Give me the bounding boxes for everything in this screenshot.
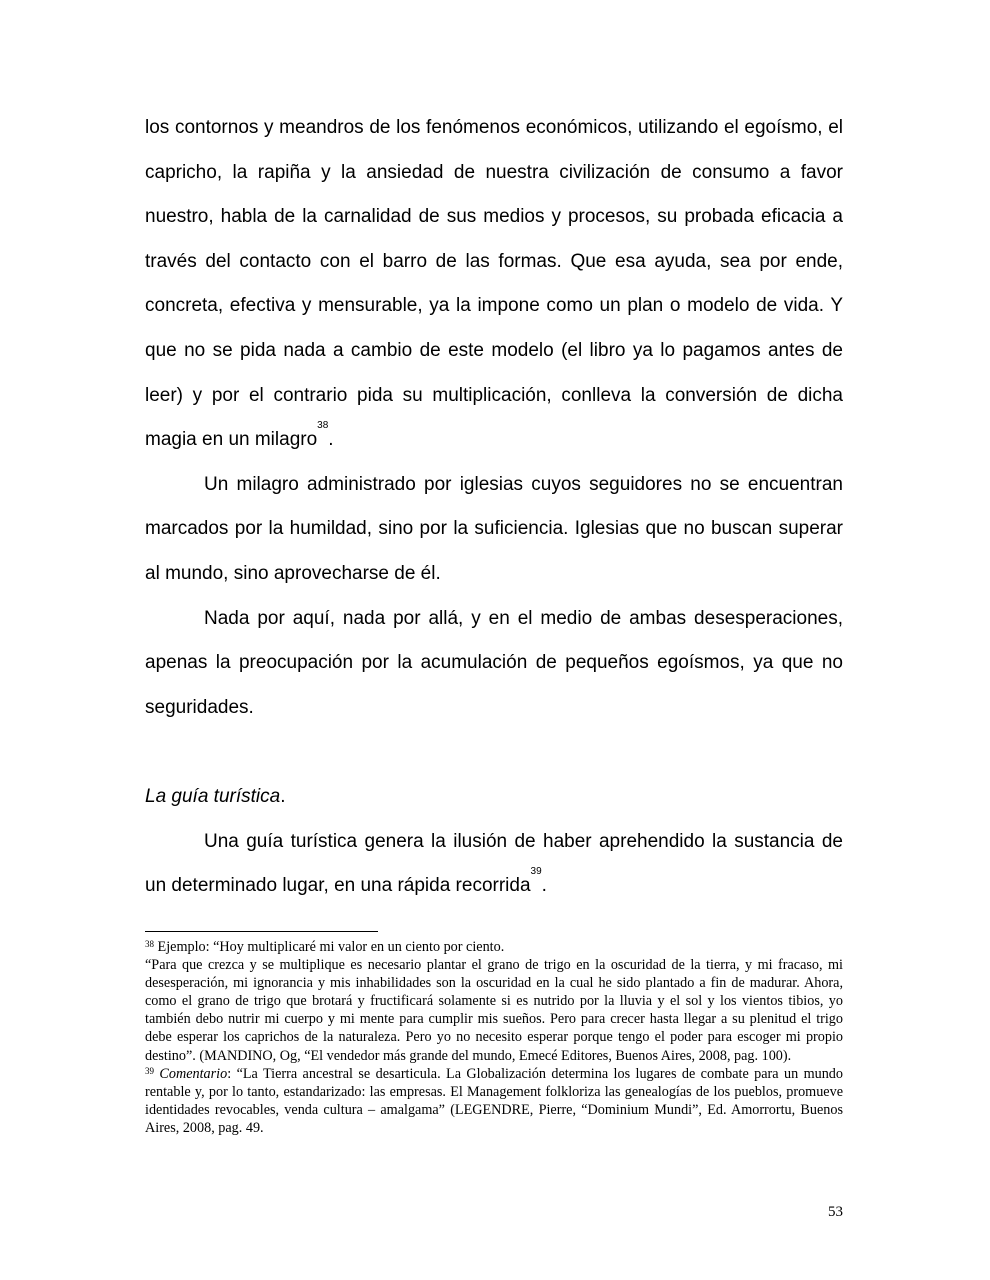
paragraph-2: Un milagro administrado por iglesias cuyos seguidores no se encuentran marcados por la humildad, sino por la suficiencia. Iglesias que no buscan superar al mundo, sino aprovecharse de él. — [145, 473, 843, 584]
page-number: 53 — [828, 1204, 843, 1220]
footnote-38-intro: Ejemplo: “Hoy multiplicaré mi valor en un ciento por ciento. — [154, 939, 505, 955]
footnote-38-line1 — [145, 938, 843, 956]
section-heading — [145, 775, 843, 820]
spacer — [145, 730, 843, 775]
paragraph-4 — [145, 820, 843, 909]
paragraph-1-end: . — [328, 429, 334, 451]
footnote-39-number: 39 — [145, 1065, 154, 1076]
footnote-38-body: “Para que crezca y se multiplique es necesario plantar el grano de trigo en la oscuridad de la tierra, y mi fracaso, mi desesperación, mi ignorancia y mis inhabilidades son la oscuridad en la cual he sido plantado a fin de madurar. Ahora, como el grano de trigo que brotará y fructificará solamente si es nutrido por la lluvia y el sol y los vientos tibios, yo también debo nutrir mi cuerpo y mi mente para cumplir mis sueños. Pero para crecer hasta llegar a su plenitud el trigo debe esperar los caprichos de la naturaleza. Pero yo no necesito esperar porque tengo el poder para escoger mi propio destino”. (MANDINO, Og, “El vendedor más grande del mundo, Emecé Editores, Buenos Aires, 2008, pag. 100). — [145, 957, 843, 1064]
footnote-ref-39: 39 — [530, 866, 542, 878]
paragraph-1-text: los contornos y meandros de los fenómenos económicos, utilizando el egoísmo, el capricho, la rapiña y la ansiedad de nuestra civilización de consumo a favor nuestro, habla de la carnalidad de sus medios y procesos, su probada eficacia a través del contacto con el barro de las formas. Que esa ayuda, sea por ende, concreta, efectiva y mensurable, ya la impone como un plan o modelo de vida. Y que no se pida nada a cambio de este modelo (el libro ya lo pagamos antes de leer) y por el contrario pida su multiplicación, conlleva la conversión de dicha magia en un milagro — [145, 117, 843, 451]
paragraph-4-end: . — [541, 875, 547, 897]
paragraph-4-text: Una guía turística genera la ilusión de haber aprehendido la sustancia de un determinado lugar, en una rápida recorrida — [145, 830, 843, 897]
footnote-39-label: Comentario — [159, 1065, 228, 1082]
paragraph-1 — [145, 106, 843, 463]
footnote-separator — [145, 931, 378, 932]
footnote-39 — [145, 1065, 843, 1137]
footnotes — [145, 938, 843, 1137]
footnote-ref-38: 38 — [317, 420, 329, 432]
main-text — [145, 106, 843, 909]
section-title: La guía turística — [145, 785, 281, 807]
paragraph-3: Nada por aquí, nada por allá, y en el medio de ambas desesperaciones, apenas la preocupación por la acumulación de pequeños egoísmos, ya que no seguridades. — [145, 607, 843, 718]
section-title-end: . — [280, 785, 286, 807]
footnote-38-number: 38 — [145, 939, 154, 949]
footnote-39-body: : “La Tierra ancestral se desarticula. La Globalización determina los lugares de combate para un mundo rentable y, por lo tanto, estandarizado: las empresas. El Management folkloriza las genealogías de los pueblos, promueve identidades revocables, venda cultura – amalgama” (LEGENDRE, Pierre, “Dominium Mundi”, Ed. Amorrortu, Buenos Aires, 2008, pag. 49. — [145, 1065, 843, 1136]
